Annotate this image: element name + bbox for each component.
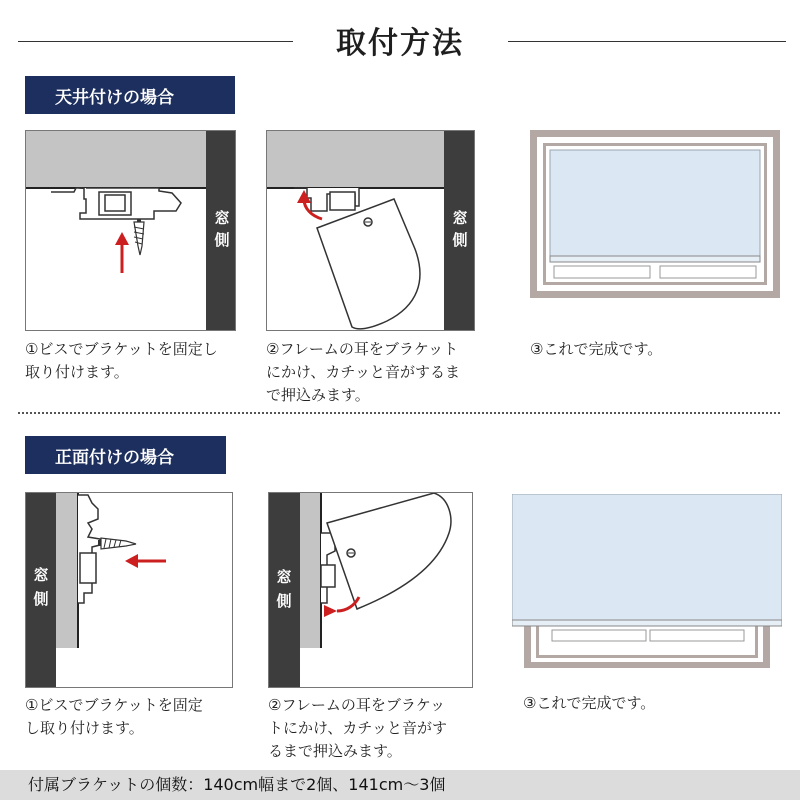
front-step1-illustration	[25, 492, 233, 688]
front-step3-caption: ③これで完成です。	[523, 694, 656, 712]
ceiling-step2-illustration	[266, 130, 475, 331]
svg-text:側: 側	[276, 592, 292, 610]
blind-head-rail	[317, 199, 420, 329]
blind-fabric	[550, 150, 760, 256]
svg-text:側: 側	[452, 231, 468, 249]
svg-text:窓: 窓	[276, 568, 292, 586]
wall-label-window-side-1: 窓	[214, 209, 230, 227]
front-heading-badge: 正面付けの場合	[25, 436, 226, 474]
bracket-icon	[51, 188, 181, 219]
arrow-up-icon	[115, 232, 129, 273]
title-rule-right	[508, 41, 786, 42]
ceiling-step3-caption: ③これで完成です。	[530, 340, 663, 358]
svg-text:側: 側	[214, 231, 230, 249]
ceiling-step1-illustration	[25, 130, 236, 331]
bracket-icon	[321, 533, 335, 603]
front-step2-caption: ②フレームの耳をブラケッ トにかけ、カチッと音がす るまで押込みます。	[268, 696, 447, 760]
bracket-icon	[78, 495, 100, 603]
page-title: 取付方法	[336, 26, 464, 61]
bottom-bar	[512, 620, 782, 626]
front-step2-illustration	[268, 492, 473, 688]
screw-icon	[98, 538, 136, 549]
blind-fabric	[512, 494, 782, 620]
front-step3-illustration	[512, 494, 782, 668]
bottom-bar	[550, 256, 760, 262]
ceiling-heading-badge: 天井付けの場合	[25, 76, 235, 114]
screw-icon	[134, 219, 144, 255]
ceiling-step3-illustration	[530, 130, 780, 298]
ceiling-step1-drawing	[26, 131, 236, 331]
ceiling-step2-drawing	[267, 131, 475, 331]
ceiling-step1-caption: ①ビスでブラケットを固定し 取り付けます。	[25, 340, 218, 381]
svg-text:側: 側	[33, 590, 49, 608]
svg-text:窓: 窓	[452, 209, 468, 227]
bracket-count-note: 付属ブラケットの個数：140cm幅まで2個、141cm〜3個	[0, 770, 800, 800]
svg-text:窓: 窓	[33, 566, 49, 584]
section-divider	[18, 412, 780, 414]
arrow-left-icon	[125, 554, 166, 568]
front-step1-caption: ①ビスでブラケットを固定 し取り付けます。	[25, 696, 203, 737]
ceiling-step2-caption: ②フレームの耳をブラケット にかけ、カチッと音がするま で押込みます。	[266, 340, 460, 404]
blind-head-rail	[327, 493, 451, 609]
